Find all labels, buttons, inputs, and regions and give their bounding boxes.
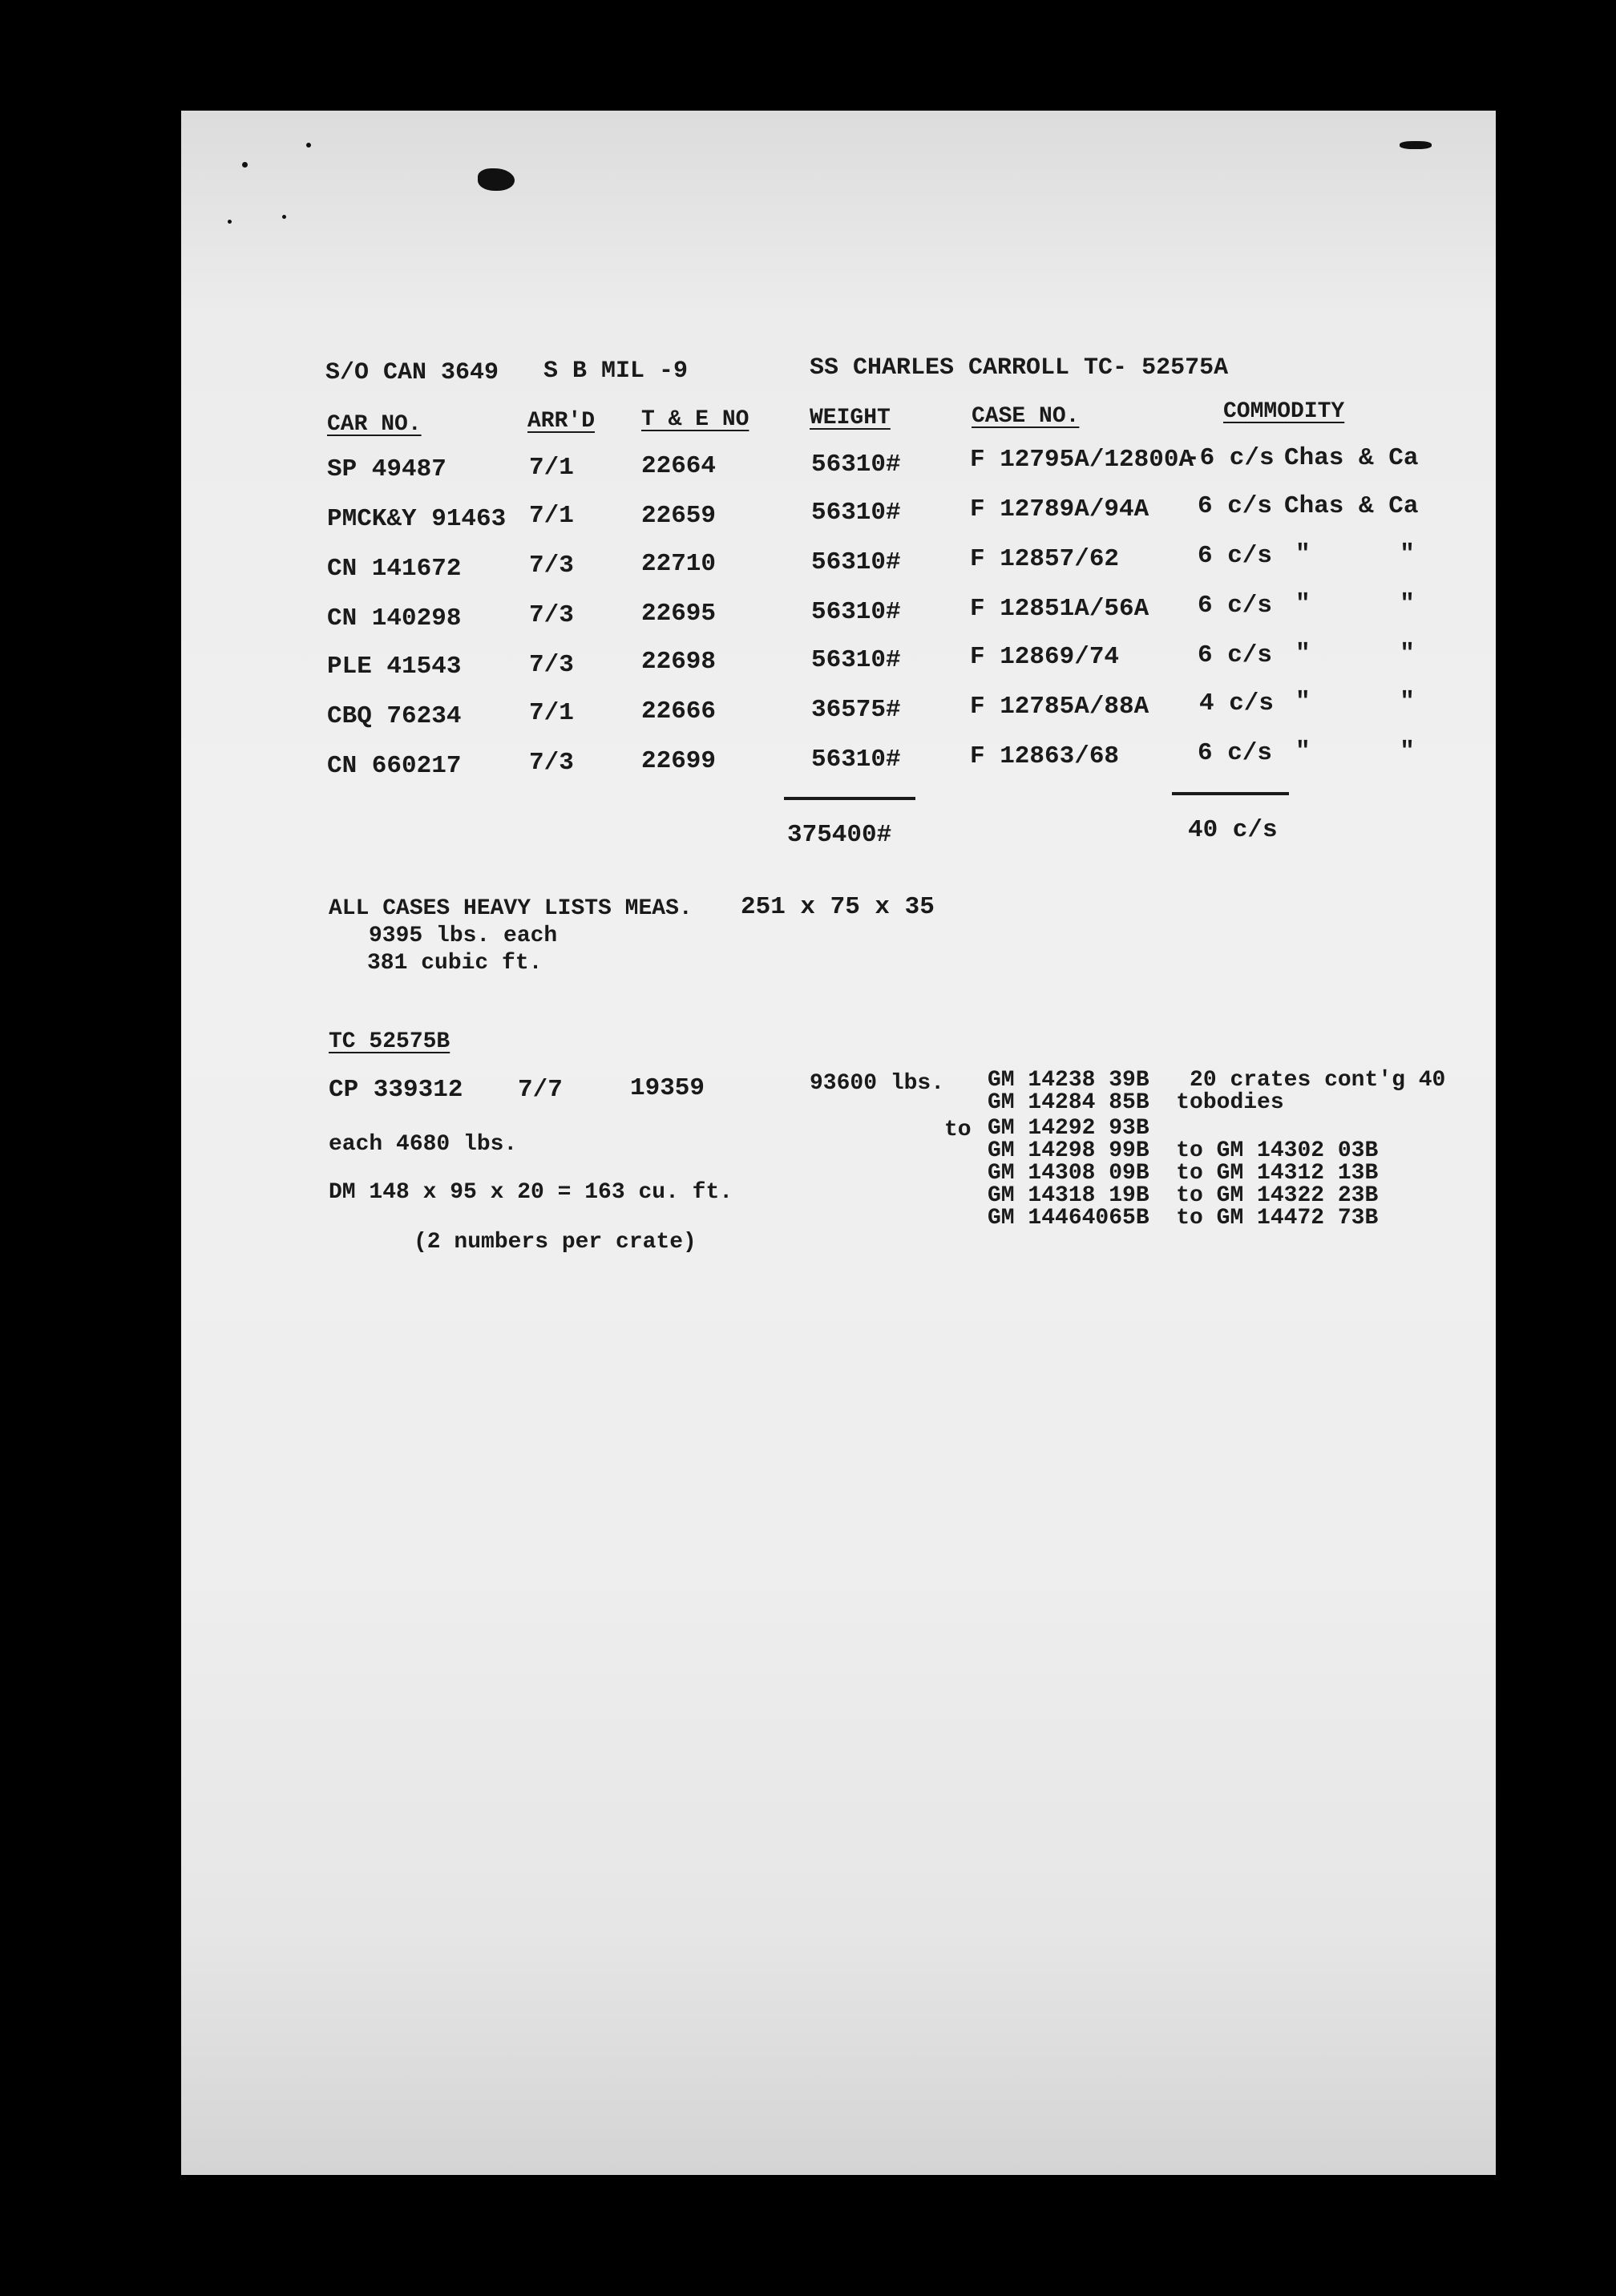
arrived: 7/3 xyxy=(529,749,574,777)
total-weight: 375400# xyxy=(787,821,892,849)
arrived: 7/7 xyxy=(518,1076,563,1104)
column-arrived: ARR'D xyxy=(527,409,596,434)
dimensions: DM 148 x 95 x 20 = 163 cu. ft. xyxy=(329,1180,733,1205)
te-no: 22699 xyxy=(641,747,717,775)
column-car-no: CAR NO. xyxy=(327,412,422,437)
ink-mark xyxy=(1400,141,1432,149)
crate-line: GM 14308 09B to GM 14312 13B xyxy=(988,1161,1379,1186)
case-no: F 12863/68 xyxy=(970,742,1120,770)
arrived: 7/3 xyxy=(529,601,574,629)
crate-line: GM 14292 93B xyxy=(988,1116,1149,1141)
car-no: CN 660217 xyxy=(327,752,462,780)
weight: 56310# xyxy=(811,646,901,674)
crate-line: GM 14318 19B to GM 14322 23B xyxy=(988,1183,1379,1208)
commodity: " " xyxy=(1295,738,1415,766)
arrived: 7/3 xyxy=(529,552,574,580)
car-no: PLE 41543 xyxy=(327,653,462,681)
te-no: 19359 xyxy=(630,1074,705,1102)
column-case-no: CASE NO. xyxy=(972,404,1080,429)
case-no: F 12851A/56A xyxy=(970,595,1149,623)
measurement-dims: 251 x 75 x 35 xyxy=(741,893,935,921)
case-no: F 12857/62 xyxy=(970,545,1120,573)
so-number: S/O CAN 3649 xyxy=(325,359,499,386)
quantity: 4 c/s xyxy=(1199,689,1275,718)
case-no: F 12785A/88A xyxy=(970,693,1149,721)
car-no: CN 141672 xyxy=(327,555,462,583)
ink-dot xyxy=(228,220,232,224)
te-no: 22664 xyxy=(641,452,717,480)
car-no: SP 49487 xyxy=(327,455,446,483)
commodity: " " xyxy=(1295,540,1415,568)
commodity: Chas & Ca xyxy=(1284,444,1419,472)
weight: 56310# xyxy=(811,548,901,576)
section-title: TC 52575B xyxy=(329,1029,450,1054)
crate-line: GM 14238 39B 20 crates cont'g 40 xyxy=(988,1068,1446,1093)
total-cases: 40 c/s xyxy=(1188,816,1278,844)
weight: 56310# xyxy=(811,499,901,527)
ink-dot xyxy=(242,162,248,168)
te-no: 22695 xyxy=(641,600,717,628)
quantity: 6 c/s xyxy=(1198,739,1273,767)
commodity: " " xyxy=(1295,590,1415,618)
quantity: 6 c/s xyxy=(1198,492,1273,520)
weight: 56310# xyxy=(811,598,901,626)
commodity: " " xyxy=(1295,688,1415,716)
car-no: CN 140298 xyxy=(327,604,462,633)
total-rule-cases xyxy=(1172,792,1289,795)
total-rule-weight xyxy=(784,797,915,800)
te-no: 22698 xyxy=(641,648,717,676)
commodity: Chas & Ca xyxy=(1284,492,1419,520)
weight: 36575# xyxy=(811,696,901,724)
arrived: 7/1 xyxy=(529,502,574,530)
numbers-per-crate: (2 numbers per crate) xyxy=(414,1230,697,1255)
crate-line: GM 14298 99B to GM 14302 03B xyxy=(988,1138,1379,1163)
to-label: to xyxy=(944,1118,972,1142)
arrived: 7/3 xyxy=(529,651,574,679)
crate-line: GM 14464065B to GM 14472 73B xyxy=(988,1206,1379,1231)
commodity: " " xyxy=(1295,640,1415,668)
document-page xyxy=(181,111,1496,2175)
weight: 56310# xyxy=(811,746,901,774)
column-commodity: COMMODITY xyxy=(1223,399,1345,424)
te-no: 22710 xyxy=(641,550,717,578)
ink-dot xyxy=(282,215,286,219)
weight: 93600 lbs. xyxy=(810,1071,945,1096)
te-no: 22659 xyxy=(641,502,717,530)
measurement-note: ALL CASES HEAVY LISTS MEAS. xyxy=(329,896,693,921)
each-weight: each 4680 lbs. xyxy=(329,1132,518,1157)
arrived: 7/1 xyxy=(529,699,574,727)
quantity: -6 c/s xyxy=(1185,444,1275,472)
ship-name: SS CHARLES CARROLL TC- 52575A xyxy=(810,354,1229,382)
quantity: 6 c/s xyxy=(1198,542,1273,570)
weight-each: 9395 lbs. each xyxy=(369,924,558,948)
ink-dot xyxy=(306,143,311,148)
column-te-no: T & E NO xyxy=(641,407,749,432)
cubic-feet: 381 cubic ft. xyxy=(367,951,543,976)
case-no: F 12795A/12800A xyxy=(970,446,1194,474)
te-no: 22666 xyxy=(641,697,717,726)
quantity: 6 c/s xyxy=(1198,641,1273,669)
column-weight: WEIGHT xyxy=(810,406,891,430)
sb-number: S B MIL -9 xyxy=(543,358,689,385)
crate-line: GM 14284 85B tobodies xyxy=(988,1090,1284,1115)
car-no: CP 339312 xyxy=(329,1076,463,1104)
arrived: 7/1 xyxy=(529,454,574,482)
case-no: F 12869/74 xyxy=(970,643,1120,671)
ink-blot xyxy=(478,168,515,191)
car-no: CBQ 76234 xyxy=(327,702,462,730)
weight: 56310# xyxy=(811,451,901,479)
quantity: 6 c/s xyxy=(1198,592,1273,620)
case-no: F 12789A/94A xyxy=(970,495,1149,523)
car-no: PMCK&Y 91463 xyxy=(327,505,507,533)
